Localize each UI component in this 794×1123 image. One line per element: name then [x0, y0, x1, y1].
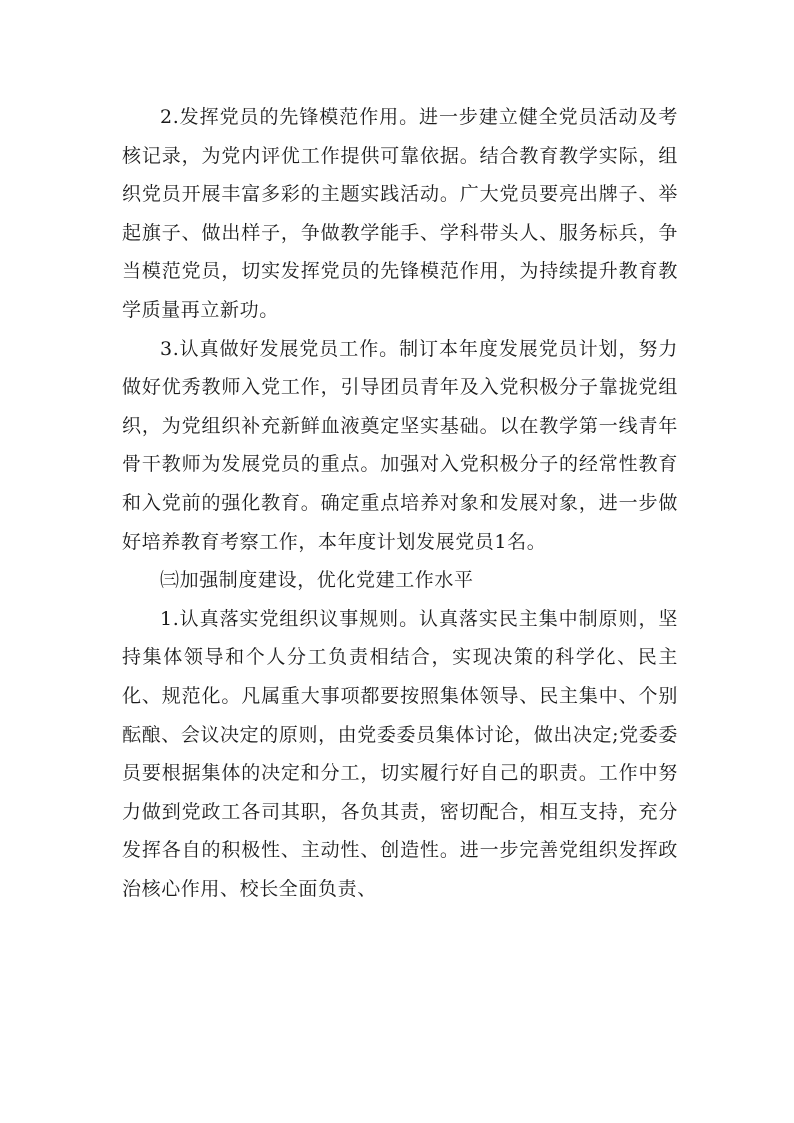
paragraph-develop-members: 3.认真做好发展党员工作。制订本年度发展党员计划，努力做好优秀教师入党工作，引导团员青年及入党积极分子靠拢党组织，为党组织补充新鲜血液奠定坚实基础。以在教学第一线青年骨干教师为发展党员的重点。加强对入党积极分子的经常性教育和入党前的强化教育。确定重点培养对象和发展对象，进一步做好培养教育考察工作，本年度计划发展党员1名。 [122, 337, 678, 553]
paragraph-decision-rules: 1.认真落实党组织议事规则。认真落实民主集中制原则，坚持集体领导和个人分工负责相结合，实现决策的科学化、民主化、规范化。凡属重大事项都要按照集体领导、民主集中、个别酝酿、会议决定的原则，由党委委员集体讨论，做出决定;党委委员要根据集体的决定和分工，切实履行好自己的职责。工作中努力做到党政工各司其职，各负其责，密切配合，相互支持，充分发挥各自的积极性、主动性、创造性。进一步完善党组织发挥政治核心作用、校长全面负责、 [122, 607, 678, 900]
document-body [122, 98, 678, 908]
paragraph-party-member-role: 2.发挥党员的先锋模范作用。进一步建立健全党员活动及考核记录，为党内评优工作提供可靠依据。结合教育教学实际，组织党员开展丰富多彩的主题实践活动。广大党员要亮出牌子、举起旗子、做出样子，争做教学能手、学科带头人、服务标兵，争当模范党员，切实发挥党员的先锋模范作用，为持续提升教育教学质量再立新功。 [122, 106, 678, 321]
section-heading-system-building: ㈢加强制度建设，优化党建工作水平 [160, 569, 474, 592]
